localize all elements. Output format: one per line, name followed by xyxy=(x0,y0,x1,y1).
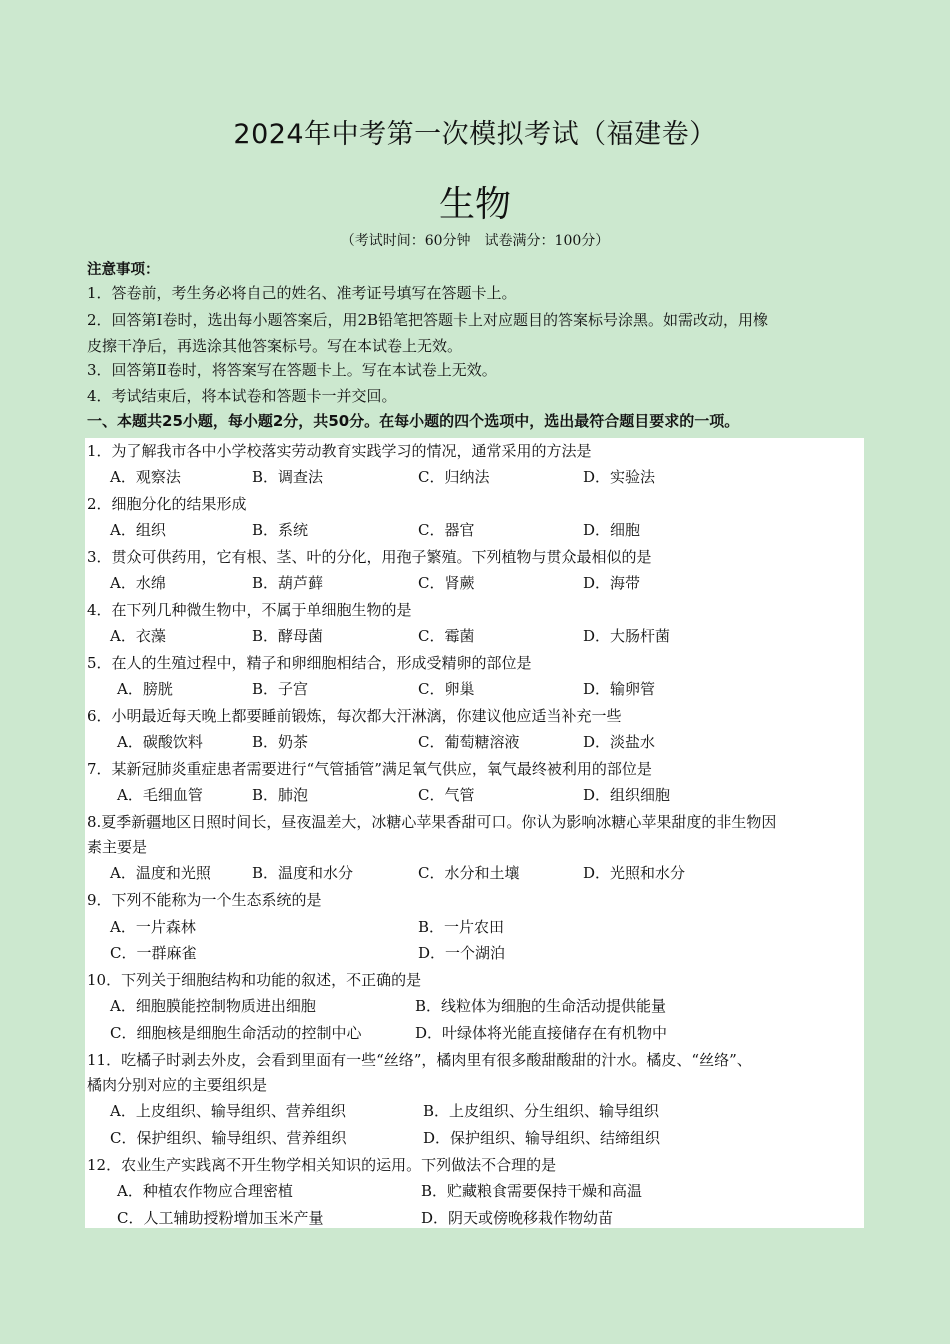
option-c: C．霉菌 xyxy=(418,627,475,645)
option-d: D．细胞 xyxy=(583,521,641,539)
question-stem: 6．小明最近每天晚上都要睡前锻炼，每次都大汗淋漓，你建议他应适当补充一些 xyxy=(87,707,622,725)
question-stem: 11．吃橘子时剥去外皮，会看到里面有一些“丝络”，橘肉里有很多酸甜酸甜的汁水。橘皮、“丝络”、 xyxy=(87,1051,752,1069)
question-stem: 8.夏季新疆地区日照时间长，昼夜温差大，冰糖心苹果香甜可口。你认为影响冰糖心苹果甜度的非生物因 xyxy=(87,813,777,831)
option-a: A．组织 xyxy=(110,521,166,539)
question-stem: 3．贯众可供药用，它有根、茎、叶的分化，用孢子繁殖。下列植物与贯众最相似的是 xyxy=(87,548,652,566)
option-d: D．海带 xyxy=(583,574,641,592)
option-a: A．一片森林 xyxy=(110,918,196,936)
question-stem-continued: 素主要是 xyxy=(87,838,148,856)
option-b: B．上皮组织、分生组织、输导组织 xyxy=(423,1102,660,1120)
option-c: C．肾蕨 xyxy=(418,574,475,592)
option-b: B．奶茶 xyxy=(252,733,309,751)
option-c: C．保护组织、输导组织、营养组织 xyxy=(110,1129,347,1147)
option-d: D．淡盐水 xyxy=(583,733,656,751)
option-c: C．水分和土壤 xyxy=(418,864,520,882)
option-c: C．归纳法 xyxy=(418,468,490,486)
option-d: D．大肠杆菌 xyxy=(583,627,671,645)
option-b: B．酵母菌 xyxy=(252,627,324,645)
notice-item: 3．回答第Ⅱ卷时，将答案写在答题卡上。写在本试卷上无效。 xyxy=(87,361,497,379)
option-d: D．实验法 xyxy=(583,468,656,486)
option-c: C．人工辅助授粉增加玉米产量 xyxy=(117,1209,324,1227)
question-stem: 7．某新冠肺炎重症患者需要进行“气管插管”满足氧气供应，氧气最终被利用的部位是 xyxy=(87,760,652,778)
option-b: B．葫芦藓 xyxy=(252,574,324,592)
option-a: A．水绵 xyxy=(110,574,166,592)
notice-item: 2．回答第Ⅰ卷时，选出每小题答案后，用2B铅笔把答题卡上对应题目的答案标号涂黑。如需改动，用橡 xyxy=(87,311,769,329)
option-c: C．一群麻雀 xyxy=(110,944,197,962)
option-a: A．观察法 xyxy=(110,468,181,486)
question-stem: 4．在下列几种微生物中，不属于单细胞生物的是 xyxy=(87,601,412,619)
option-d: D．阴天或傍晚移栽作物幼苗 xyxy=(421,1209,614,1227)
option-d: D．光照和水分 xyxy=(583,864,686,882)
notice-item: 1．答卷前，考生务必将自己的姓名、准考证号填写在答题卡上。 xyxy=(87,284,517,302)
option-b: B．线粒体为细胞的生命活动提供能量 xyxy=(415,997,667,1015)
question-stem: 10．下列关于细胞结构和功能的叙述，不正确的是 xyxy=(87,971,422,989)
option-a: A．上皮组织、输导组织、营养组织 xyxy=(110,1102,346,1120)
option-b: B．调查法 xyxy=(252,468,324,486)
option-b: B．系统 xyxy=(252,521,309,539)
option-b: B．贮藏粮食需要保持干燥和高温 xyxy=(421,1182,643,1200)
option-c: C．细胞核是细胞生命活动的控制中心 xyxy=(110,1024,362,1042)
option-a: A．膀胱 xyxy=(117,680,173,698)
option-a: A．衣藻 xyxy=(110,627,166,645)
option-d: D．保护组织、输导组织、结缔组织 xyxy=(423,1129,661,1147)
option-b: B．温度和水分 xyxy=(252,864,354,882)
subject-title: 生物 xyxy=(438,184,511,225)
option-a: A．毛细血管 xyxy=(117,786,203,804)
question-stem: 12．农业生产实践离不开生物学相关知识的运用。下列做法不合理的是 xyxy=(87,1156,557,1174)
option-d: D．输卵管 xyxy=(583,680,656,698)
section-heading: 一、本题共25小题，每小题2分，共50分。在每小题的四个选项中，选出最符合题目要求的一项。 xyxy=(87,412,740,430)
notice-title: 注意事项： xyxy=(87,262,160,278)
question-stem: 5．在人的生殖过程中，精子和卵细胞相结合，形成受精卵的部位是 xyxy=(87,654,532,672)
option-b: B．肺泡 xyxy=(252,786,309,804)
option-b: B．一片农田 xyxy=(418,918,505,936)
option-a: A．种植农作物应合理密植 xyxy=(117,1182,293,1200)
notice-item: 4．考试结束后，将本试卷和答题卡一并交回。 xyxy=(87,387,397,405)
option-a: A．温度和光照 xyxy=(110,864,211,882)
option-a: A．细胞膜能控制物质进出细胞 xyxy=(110,997,316,1015)
question-stem-continued: 橘肉分别对应的主要组织是 xyxy=(87,1076,268,1094)
option-d: D．叶绿体将光能直接储存在有机物中 xyxy=(415,1024,668,1042)
option-c: C．气管 xyxy=(418,786,475,804)
exam-info: （考试时间：60分钟 试卷满分：100分） xyxy=(340,233,610,249)
option-b: B．子宫 xyxy=(252,680,309,698)
option-d: D．组织细胞 xyxy=(583,786,671,804)
option-a: A．碳酸饮料 xyxy=(117,733,203,751)
option-d: D．一个湖泊 xyxy=(418,944,506,962)
option-c: C．器官 xyxy=(418,521,475,539)
option-c: C．葡萄糖溶液 xyxy=(418,733,520,751)
exam-title: 2024年中考第一次模拟考试（福建卷） xyxy=(233,119,717,150)
questions-block xyxy=(85,438,864,1228)
question-stem: 2．细胞分化的结果形成 xyxy=(87,495,247,513)
option-c: C．卵巢 xyxy=(418,680,475,698)
question-stem: 9．下列不能称为一个生态系统的是 xyxy=(87,891,322,909)
notice-item: 皮擦干净后，再选涂其他答案标号。写在本试卷上无效。 xyxy=(87,337,463,355)
question-stem: 1．为了解我市各中小学校落实劳动教育实践学习的情况，通常采用的方法是 xyxy=(87,442,592,460)
